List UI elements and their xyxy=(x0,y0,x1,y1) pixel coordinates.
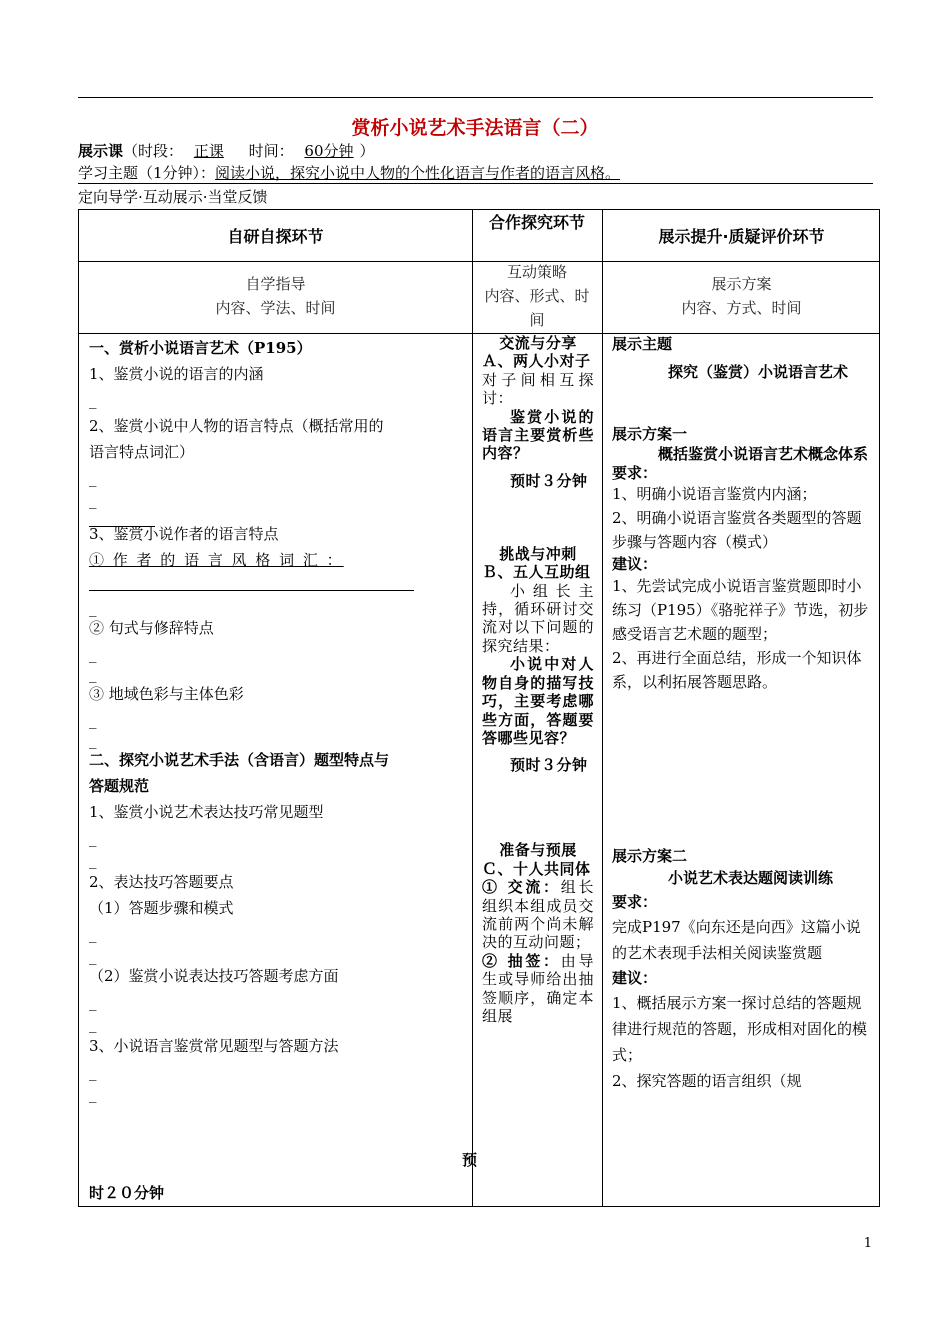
answer-blank: _ xyxy=(89,469,97,487)
answer-blank: _ xyxy=(89,731,97,749)
col-divider-2 xyxy=(602,210,603,1206)
answer-blank: _ xyxy=(89,1015,97,1033)
period-value: 正课 xyxy=(193,142,224,160)
answer-blank: _ xyxy=(89,599,97,617)
theme-label: 展示主题 xyxy=(612,335,673,353)
answer-blank: _ xyxy=(89,711,97,729)
answer-blank: _ xyxy=(89,829,97,847)
page-number: 1 xyxy=(863,1236,872,1251)
method-line: 定向导学·互动展示·当堂反馈 xyxy=(78,188,268,206)
answer-blank: _ xyxy=(89,491,97,509)
lesson-table xyxy=(78,209,880,1207)
answer-blank: _ xyxy=(89,947,97,965)
meta-line: 展示课（时段： 正课 时间： 60分钟 ） xyxy=(78,142,375,160)
topic-text: 阅读小说，探究小说中人物的个性化语言与作者的语言风格。 xyxy=(215,164,621,182)
presentation-content: 展示主题 探究（鉴赏）小说语言艺术 展示方案一 概括鉴赏小说语言艺术概念体系 要求： 1、明确小说语言鉴赏内内涵； 2、明确小说语言鉴赏各类题型的答题步骤与答题内容（模式） 建议： 1、先尝试完成小说语言鉴赏题即时小练习（P195）《骆驼祥子》节选，初步感受语言艺术题的题型； 2、再进行全面总结，形成一个知识体系，以利拓展答题思路。 展示方案二 小说艺术表达题阅读训练 要求： 完成P197《向东还是向西》这篇小说的艺术表现手法相关阅读鉴赏题 建议： 1、概括展示方案一探讨总结的答题规律进行规范的答题，形成相对固化的模式； 2、探究答题的语言组织（规 xyxy=(612,332,874,1094)
header-self-study: 自研自探环节 xyxy=(227,227,324,246)
answer-blank: _ xyxy=(89,851,97,869)
self-study-content: 一、赏析小说语言艺术（P195） 1、鉴赏小说的语言的内涵 _ 2、鉴赏小说中人物的语言特点（概括常用的 语言特点词汇） _ _ 3、鉴赏小说作者的语言特点 ① 作 者 的 语 言 风 格 词 汇 ： _ ② 句式与修辞特点 _ _ ③ 地域色彩与主体色彩 _ _ 二、探究小说艺术手法（含语言）题型特点与 答题规范 1、鉴赏小说艺术表达技巧常见题型 _ _ 2、表达技巧答题要点 （1）答题步骤和模式 _ _ （2）鉴赏小说表达技巧答题考虑方面 _ _ 3、小说语言鉴赏常见题型与答题方法 _ _ xyxy=(89,335,464,1103)
answer-blank: _ xyxy=(89,1085,97,1103)
strategy-c-title: 准备与预展 xyxy=(499,841,577,860)
course-label: 展示课 xyxy=(78,142,124,160)
strategy-a-title: 交流与分享 xyxy=(499,334,577,352)
answer-blank: _ xyxy=(89,1063,97,1081)
section-1-title: 一、赏析小说语言艺术（P195） xyxy=(89,339,312,357)
answer-blank: _ xyxy=(89,925,97,943)
cooperation-content: 交流与分享 Ａ、两人小对子 对子间相互探讨： 鉴赏小说的语言主要赏析些内容？ 预时３分钟 挑战与冲刺 Ｂ、五人互助组 小组长主持，循环研讨交流对以下问题的探究结果： 小说中对人物自身的描写技巧，主要考虑哪些方面，答题要答哪些见容？ 预时３分钟 准备与预展 Ｃ、十人共同体 ① 交流：组长组织本组成员交流前两个尚未解决的互动问题； ② 抽签：由导生或导师给出抽签顺序，确定本组展 xyxy=(482,334,594,1025)
plan-2-label: 展示方案二 xyxy=(612,847,688,865)
top-rule xyxy=(78,97,873,98)
section-2-title: 二、探究小说艺术手法（含语言）题型特点与 xyxy=(89,751,390,769)
subheader-self-study: 自学指导 内容、学法、时间 xyxy=(215,275,336,317)
answer-blank: _ xyxy=(89,665,97,683)
answer-blank xyxy=(89,576,414,591)
time-value: 60分钟 xyxy=(304,142,354,160)
col-divider-1 xyxy=(472,210,473,1206)
answer-blank: _ xyxy=(89,993,97,1011)
header-presentation: 展示提升·质疑评价环节 xyxy=(658,227,825,246)
subheader-cooperation: 互动策略 内容、形式、时 间 xyxy=(484,263,590,329)
answer-blank: _ xyxy=(89,645,97,663)
subheader-presentation: 展示方案 内容、方式、时间 xyxy=(681,275,802,317)
topic-line: 学习主题（1分钟）：阅读小说，探究小说中人物的个性化语言与作者的语言风格。 xyxy=(78,163,873,184)
strategy-b-title: 挑战与冲刺 xyxy=(499,544,577,563)
plan-1-label: 展示方案一 xyxy=(612,425,688,443)
answer-blank: _ xyxy=(89,391,97,409)
header-cooperation: 合作探究环节 xyxy=(488,213,585,232)
pre-char: 预 xyxy=(462,1151,478,1169)
page-title: 赏析小说艺术手法语言（二） xyxy=(351,117,599,139)
self-study-time: 时２０分钟 xyxy=(89,1184,165,1202)
